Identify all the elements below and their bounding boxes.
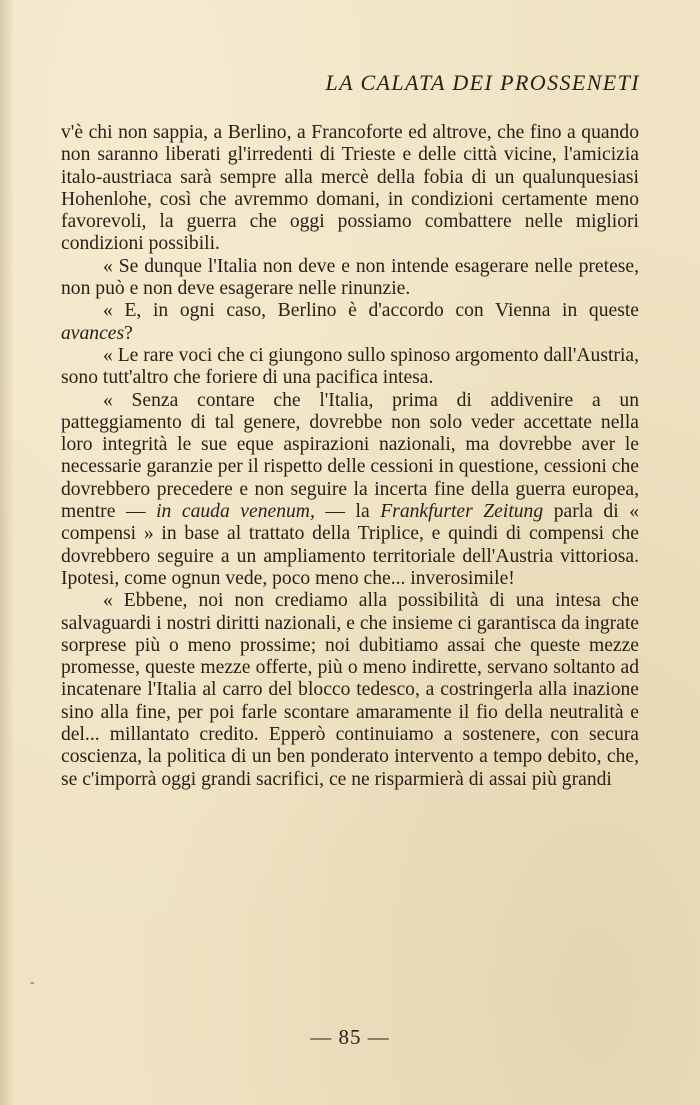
margin-dash-mark: - (30, 975, 35, 990)
page-edge-shadow (0, 0, 14, 1105)
text-run: « Senza contare che l'Italia, prima di addivenire a un patteggiamento di tal genere, dovrebbe non solo veder accettate nella loro integrità le sue eque aspirazioni nazionali, ma dovrebbe aver le necessarie garanzie per il rispetto delle cessioni in questione, cessioni che dovrebbero precedere e non seguire la incerta fine della guerra europea, mentre — (61, 389, 639, 523)
italic-phrase-latin: in cauda venenum, (156, 501, 315, 523)
paragraph-quote-ebbene: « Ebbene, noi non crediamo alla possibilità di una intesa che salvaguardi i nostri diritti nazionali, e che insieme ci garantisca da ingrate sorprese più o meno prossime; noi dubitiamo assai che queste mezze promesse, queste mezze offerte, più o meno indirette, servano soltanto ad incatenare l'Italia al carro del blocco tedesco, a costringerla alla inazione sino alla fine, per poi farle scontare amaramente il fio della neutralità e del... millantato credito. Epperò continuiamo a sostenere, con secura coscienza, la politica di un ben ponderato intervento a tempo debito, che, se c'imporrà oggi grandi sacrifici, ce ne risparmierà di assai più grandi (61, 590, 639, 790)
paragraph-quote-pretese: « Se dunque l'Italia non deve e non intende esagerare nelle pretese, non può e non deve esagerare nelle rinunzie. (61, 255, 639, 300)
text-run: « E, in ogni caso, Berlino è d'accordo con Vienna in queste (103, 300, 639, 322)
italic-term-avances: avances (61, 322, 125, 344)
text-run: parla di « compensi » in base al trattato della Triplice, e quindi di compensi che dovrebbero seguire a un ampliamento territoriale dell'Austria vittoriosa. Ipotesi, come ognun vede, poco meno che... inverosimile! (61, 501, 639, 589)
italic-newspaper-title: Frankfurter Zeitung (380, 501, 544, 523)
paragraph-quote-austria: « Le rare voci che ci giungono sullo spinoso argomento dall'Austria, sono tutt'altro che foriere di una pacifica intesa. (61, 344, 639, 389)
page-number: — 85 — (310, 1025, 390, 1049)
body-text (61, 122, 639, 791)
paragraph-quote-triplice (61, 390, 639, 591)
paragraph-quote-berlino (61, 300, 639, 345)
paragraph-continuation: v'è chi non sappia, a Berlino, a Francoforte ed altrove, che fino a quando non saranno liberati gl'irredenti di Trieste e delle città vicine, l'amicizia italo-austriaca sarà sempre alla mercè della fobia di un qualunquesiasi Hohenlohe, così che avremmo domani, in condizioni certamente meno favorevoli, la guerra che oggi possiamo combattere nelle migliori condizioni possibili. (61, 122, 639, 255)
text-run: — la (314, 501, 381, 523)
running-header: LA CALATA DEI PROSSENETI (325, 70, 640, 95)
text-run: ? (124, 322, 133, 344)
